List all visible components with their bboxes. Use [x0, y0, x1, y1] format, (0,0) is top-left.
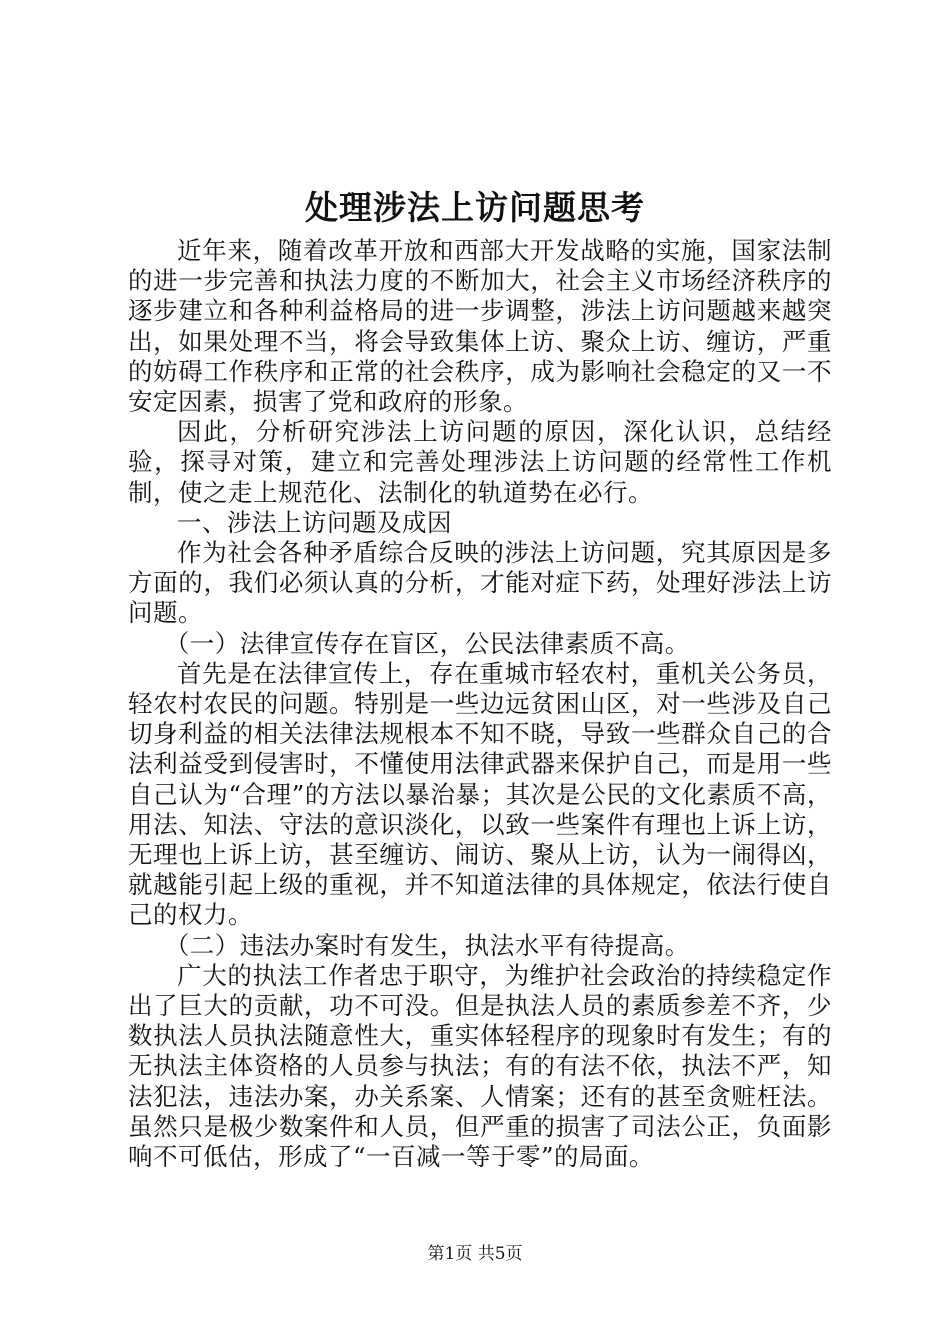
paragraph-subsection-2: 广大的执法工作者忠于职守，为维护社会政治的持续稳定作出了巨大的贡献，功不可没。但是执法人员的素质参差不齐，少数执法人员执法随意性大，重实体轻程序的现象时有发生；有的无执法主体资格的人员参与执法；有的有法不依，执法不严，知法犯法，违法办案，办关系案、人情案；还有的甚至贪赃枉法。虽然只是极少数案件和人员，但严重的损害了司法公正，负面影响不可低估，形成了“一百减一等于零”的局面。: [128, 960, 832, 1172]
paragraph-intro: 近年来，随着改革开放和西部大开发战略的实施，国家法制的进一步完善和执法力度的不断加大，社会主义市场经济秩序的逐步建立和各种利益格局的进一步调整，涉法上访问题越来越突出，如果处理不当，将会导致集体上访、聚众上访、缠访，严重的妨碍工作秩序和正常的社会秩序，成为影响社会稳定的又一不安定因素，损害了党和政府的形象。: [128, 236, 832, 417]
paragraph-purpose: 因此，分析研究涉法上访问题的原因，深化认识，总结经验，探寻对策，建立和完善处理涉法上访问题的经常性工作机制，使之走上规范化、法制化的轨道势在必行。: [128, 417, 832, 507]
subsection-heading-1: （一）法律宣传存在盲区，公民法律素质不高。: [164, 628, 690, 658]
paragraph-section-1-intro: 作为社会各种矛盾综合反映的涉法上访问题，究其原因是多方面的，我们必须认真的分析，才能对症下药，处理好涉法上访问题。: [128, 538, 832, 628]
page-footer: 第1页 共5页: [427, 1244, 523, 1264]
document-body: [128, 236, 832, 1172]
section-heading-1: 一、涉法上访问题及成因: [177, 507, 452, 537]
document-title: 处理涉法上访问题思考: [305, 188, 645, 227]
subsection-heading-2: （二）违法办案时有发生，执法水平有待提高。: [164, 930, 690, 960]
paragraph-subsection-1: 首先是在法律宣传上，存在重城市轻农村，重机关公务员，轻农村农民的问题。特别是一些边远贫困山区，对一些涉及自己切身利益的相关法律法规根本不知不晓，导致一些群众自己的合法利益受到侵害时，不懂使用法律武器来保护自己，而是用一些自己认为“合理”的方法以暴治暴；其次是公民的文化素质不高，用法、知法、守法的意识淡化，以致一些案件有理也上诉上访，无理也上诉上访，甚至缠访、闹访、聚从上访，认为一闹得凶，就越能引起上级的重视，并不知道法律的具体规定，依法行使自己的权力。: [128, 658, 832, 930]
